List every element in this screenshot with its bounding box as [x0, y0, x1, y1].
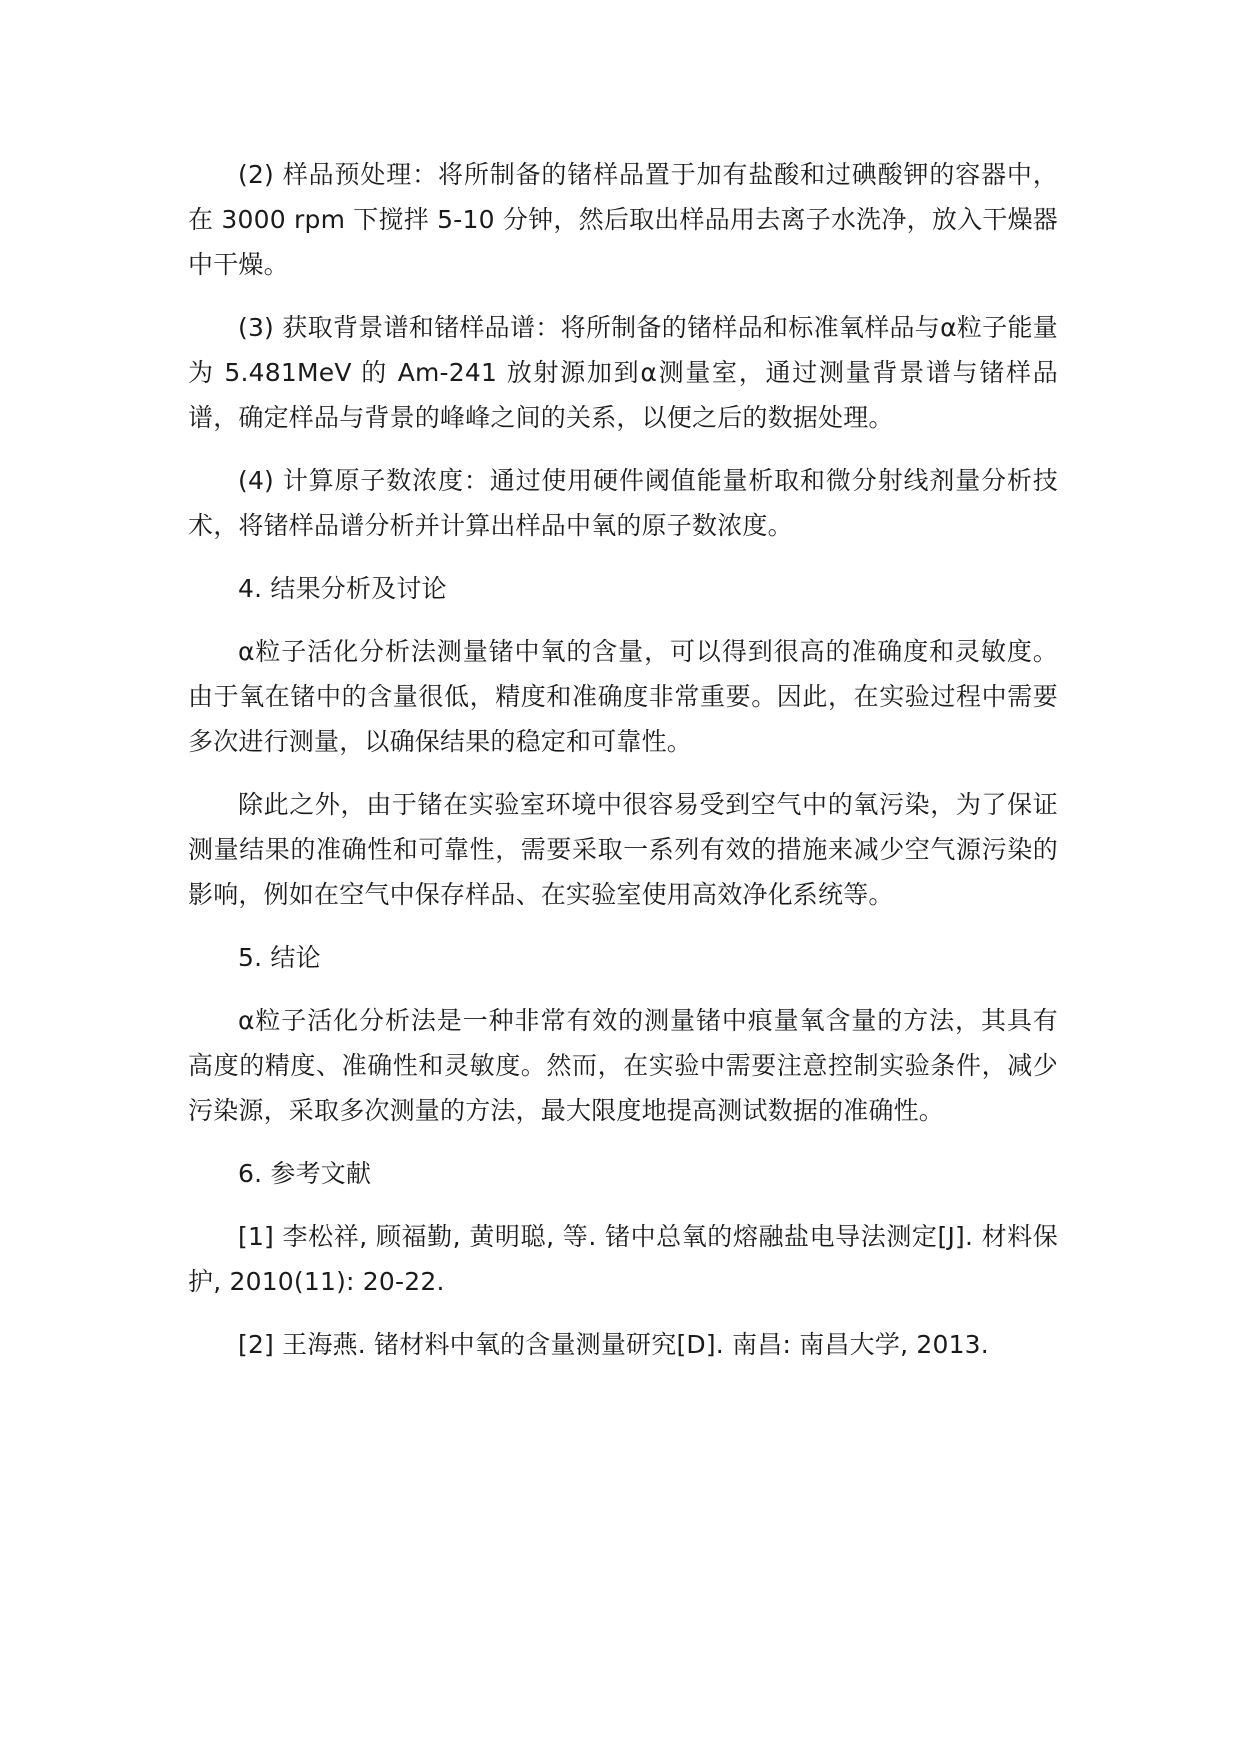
paragraph-calculate-concentration: (4) 计算原子数浓度：通过使用硬件阈值能量析取和微分射线剂量分析技术，将锗样品谱分析并计算出样品中氧的原子数浓度。: [188, 466, 1058, 540]
paragraph-results-analysis: α粒子活化分析法测量锗中氧的含量，可以得到很高的准确度和灵敏度。由于氧在锗中的含量很低，精度和准确度非常重要。因此，在实验过程中需要多次进行测量，以确保结果的稳定和可靠性。: [188, 637, 1058, 756]
paragraph-conclusion: α粒子活化分析法是一种非常有效的测量锗中痕量氧含量的方法，其具有高度的精度、准确性和灵敏度。然而，在实验中需要注意控制实验条件，减少污染源，采取多次测量的方法，最大限度地提高测试数据的准确性。: [188, 1006, 1058, 1125]
section-heading-results: 4. 结果分析及讨论: [238, 574, 447, 603]
paragraph-contamination-measures: 除此之外，由于锗在实验室环境中很容易受到空气中的氧污染，为了保证测量结果的准确性和可靠性，需要采取一系列有效的措施来减少空气源污染的影响，例如在空气中保存样品、在实验室使用高效净化系统等。: [188, 790, 1058, 909]
section-heading-conclusion: 5. 结论: [238, 943, 321, 972]
reference-item: [1] 李松祥, 顾福勤, 黄明聪, 等. 锗中总氧的熔融盐电导法测定[J]. 材料保护, 2010(11): 20-22.: [188, 1222, 1058, 1296]
section-heading-references: 6. 参考文献: [238, 1159, 372, 1188]
paragraph-acquire-spectra: (3) 获取背景谱和锗样品谱：将所制备的锗样品和标准氧样品与α粒子能量为 5.481MeV 的 Am-241 放射源加到α测量室，通过测量背景谱与锗样品谱，确定样品与背景的峰峰之间的关系，以便之后的数据处理。: [188, 313, 1058, 432]
paragraph-sample-pretreatment: (2) 样品预处理：将所制备的锗样品置于加有盐酸和过碘酸钾的容器中，在 3000 rpm 下搅拌 5-10 分钟，然后取出样品用去离子水洗净，放入干燥器中干燥。: [188, 160, 1058, 279]
document-page: [188, 152, 1058, 1385]
reference-item: [2] 王海燕. 锗材料中氧的含量测量研究[D]. 南昌: 南昌大学, 2013.: [238, 1330, 989, 1359]
